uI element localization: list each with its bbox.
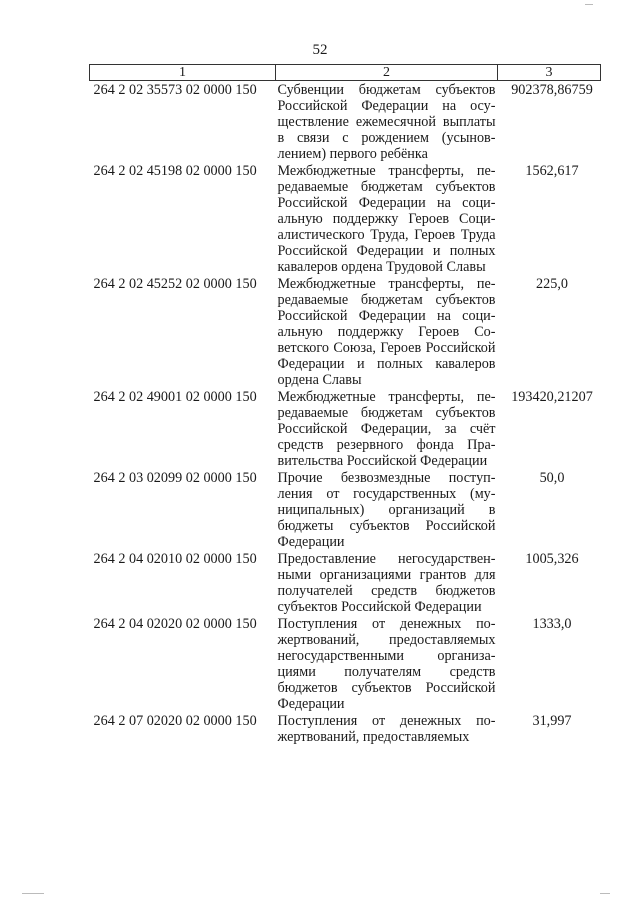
table-row xyxy=(90,712,601,745)
revenue-description: Предоставление негосударственными организациями грантов для получателей средств бюджетов субъектов Российской Федерации xyxy=(277,551,496,615)
budget-code: 264 2 07 02020 02 0000 150 xyxy=(93,713,257,729)
table-row xyxy=(90,81,601,163)
revenue-description: Поступления от денежных пожертвований, предоставляемых негосударственными организациями получателям средств бюджетов субъектов Российской Федерации xyxy=(277,616,496,712)
revenue-amount: 193420,21207 xyxy=(511,389,593,405)
budget-code: 264 2 02 49001 02 0000 150 xyxy=(93,389,257,405)
budget-revenue-table xyxy=(89,64,601,745)
revenue-description: Межбюджетные трансферты, передаваемые бюджетам субъектов Российской Федерации на социальную поддержку Героев Советского Союза, Героев Российской Федерации и полных кавалеров ордена Славы xyxy=(277,276,496,388)
table-header-row xyxy=(90,65,601,81)
budget-code: 264 2 03 02099 02 0000 150 xyxy=(93,470,257,486)
revenue-amount: 1005,326 xyxy=(525,551,579,567)
page-number: 52 xyxy=(312,42,328,58)
budget-code: 264 2 02 35573 02 0000 150 xyxy=(93,82,257,98)
column-header-2: 2 xyxy=(276,65,498,81)
revenue-description: Субвенции бюджетам субъектов Российской Федерации на осуществление ежемесячной выплаты в связи с рождением (усыновлением) первого ребёнка xyxy=(277,82,496,162)
scan-artifact xyxy=(22,893,44,894)
budget-code: 264 2 04 02020 02 0000 150 xyxy=(93,616,257,632)
scan-artifact xyxy=(600,893,610,894)
revenue-amount: 1562,617 xyxy=(525,163,579,179)
table-row xyxy=(90,469,601,550)
revenue-amount: 902378,86759 xyxy=(511,82,593,98)
revenue-description: Поступления от денежных пожертвований, предоставляемых xyxy=(277,713,496,745)
revenue-amount: 225,0 xyxy=(536,276,568,292)
table-row xyxy=(90,388,601,469)
revenue-amount: 31,997 xyxy=(532,713,572,729)
revenue-description: Межбюджетные трансферты, передаваемые бюджетам субъектов Российской Федерации, за счёт средств резервного фонда Правительства Российской Федерации xyxy=(277,389,496,469)
revenue-description: Межбюджетные трансферты, передаваемые бюджетам субъектов Российской Федерации на социальную поддержку Героев Социалистического Труда, Героев Труда Российской Федерации и полных кавалеров ордена Трудовой Славы xyxy=(277,163,496,275)
table-row xyxy=(90,550,601,615)
revenue-amount: 1333,0 xyxy=(532,616,572,632)
table-row xyxy=(90,615,601,712)
budget-code: 264 2 02 45198 02 0000 150 xyxy=(93,163,257,179)
revenue-amount: 50,0 xyxy=(539,470,565,486)
table-row xyxy=(90,275,601,388)
column-header-1: 1 xyxy=(90,65,276,81)
budget-code: 264 2 02 45252 02 0000 150 xyxy=(93,276,257,292)
column-header-3: 3 xyxy=(498,65,601,81)
budget-code: 264 2 04 02010 02 0000 150 xyxy=(93,551,257,567)
scan-artifact xyxy=(585,4,593,5)
revenue-description: Прочие безвозмездные поступления от государственных (муниципальных) организаций в бюджеты субъектов Российской Федерации xyxy=(277,470,496,550)
table-row xyxy=(90,162,601,275)
